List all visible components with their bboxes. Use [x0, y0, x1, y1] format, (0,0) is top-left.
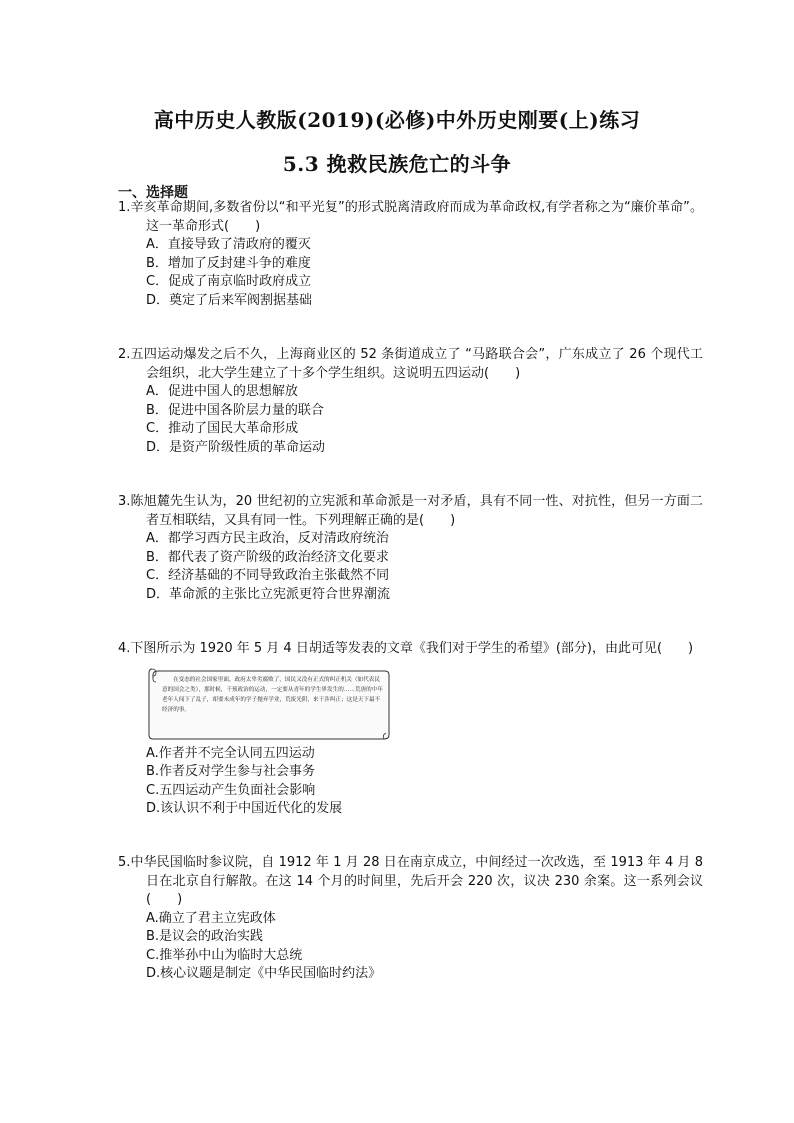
question-5	[118, 854, 703, 984]
question-stem: 2.五四运动爆发之后不久，上海商业区的 52 条街道成立了 “马路联合会”，广东成立了 26 个现代工会组织，北大学生建立了十多个学生组织。这说明五四运动( )	[118, 347, 703, 381]
option-a: A．直接导致了清政府的覆灭	[146, 237, 311, 252]
question-stem: 4.下图所示为 1920 年 5 月 4 日胡适等发表的文章《我们对于学生的希望》(部分)，由此可见( )	[118, 641, 694, 656]
option-b: B．增加了反封建斗争的难度	[146, 255, 311, 271]
option-b: B．促进中国各阶层力量的联合	[146, 402, 324, 418]
option-b: B.是议会的政治实践	[146, 929, 264, 944]
option-c: C．促成了南京临时政府成立	[146, 274, 312, 289]
option-a: A.作者并不完全认同五四运动	[146, 745, 315, 761]
question-2	[118, 346, 703, 457]
question-stem: 3.陈旭麓先生认为，20 世纪初的立宪派和革命派是一对矛盾，具有不同一性、对抗性，但另一方面二者互相联结，又具有同一性。下列理解正确的是( )	[118, 494, 703, 528]
option-d: D．奠定了后来军阀割据基础	[146, 292, 313, 308]
option-c: C.推举孙中山为临时大总统	[146, 947, 303, 963]
option-d: D.该认识不利于中国近代化的发展	[146, 801, 343, 816]
option-b: B.作者反对学生参与社会事务	[146, 764, 316, 779]
option-c: C．经济基础的不同导致政治主张截然不同	[146, 568, 390, 583]
option-b: B．都代表了资产阶级的政治经济文化要求	[146, 549, 389, 565]
option-d: D.核心议题是制定《中华民国临时约法》	[146, 966, 382, 981]
question-3	[118, 493, 703, 604]
question-stem: 5.中华民国临时参议院，自 1912 年 1 月 28 日在南京成立，中间经过一次改选，至 1913 年 4 月 8 日在北京自行解散。在这 14 个月的时间里，先后开会 220 次，议决 230 余案。这一系列会议( )	[118, 855, 703, 907]
question-1	[118, 199, 703, 310]
question-4	[118, 640, 703, 819]
document-title: 高中历史人教版(2019)(必修)中外历史刚要(上)练习	[153, 108, 641, 132]
option-c: C．推动了国民大革命形成	[146, 421, 299, 436]
option-a: A．都学习西方民主政治，反对清政府统治	[146, 531, 389, 546]
question-stem: 1.辛亥革命期间,多数省份以“和平光复”的形式脱离清政府而成为革命政权,有学者称之为“廉价革命”。这一革命形式( )	[118, 200, 703, 234]
figure-text: 在变态的社会国家里面，政府太卑劣腐败了，国民又没有正式的纠正机关（如代表民意的国会之类），那时候，干预政治的运动，一定要从青年的学生界发生的……荒唐的中年老年人闯下了乱子，却要未成年的学子抛弃学业，荒废光阴，来干涉纠正；这是天下最不经济的事。	[162, 676, 383, 714]
option-a: A.确立了君主立宪政体	[146, 910, 276, 926]
section-heading: 一、选择题	[118, 185, 188, 201]
option-a: A．促进中国人的思想解放	[146, 384, 298, 399]
option-c: C.五四运动产生负面社会影响	[146, 782, 316, 798]
lesson-title: 5.3 挽救民族危亡的斗争	[282, 152, 512, 176]
option-d: D．是资产阶级性质的革命运动	[146, 439, 326, 455]
option-d: D．革命派的主张比立宪派更符合世界潮流	[146, 586, 391, 602]
scroll-figure	[146, 665, 392, 741]
